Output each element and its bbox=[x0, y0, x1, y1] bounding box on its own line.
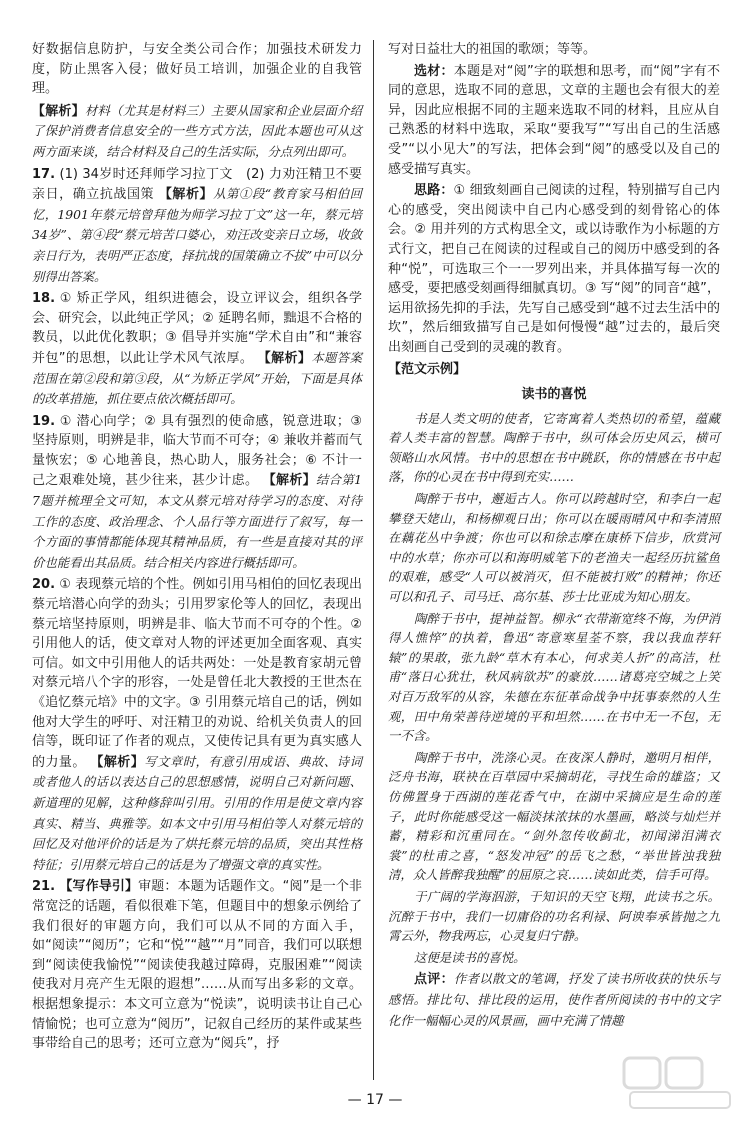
page-number: — 17 — bbox=[347, 1092, 403, 1108]
answer-16-continuation: 好数据信息防护，与安全类公司合作；加强技术研发力度，防止黑客入侵；做好员工培训，加强企业的自我管理。 bbox=[32, 42, 362, 97]
sample-essay-heading: 【范文示例】 bbox=[388, 361, 467, 377]
answer-16-analysis: 【解析】材料（尤其是材料三）主要从国家和企业层面介绍了保护消费者信息安全的一些方式方法，因此本题也可从这两方面来谈，结合材料及自己的生活实际，分点列出即可。 bbox=[32, 102, 362, 159]
left-column bbox=[32, 40, 362, 1056]
right-column bbox=[388, 40, 720, 1033]
material-selection: 选材：本题是对“阅”字的联想和思考，而“阅”字有不同的意思，选取不同的意思，文章的主题也会有很大的差异，因此应根据不同的主题来选取不同的材料，且应从自己熟悉的材料中选取，采取“要我写”“写出自己的生活感受”“以小见大”的写法，把体会到“阅”的感受以及自己的感受描写真实。 bbox=[388, 63, 720, 177]
essay-paragraph: 书是人类文明的使者，它寄寓着人类热切的希望，蕴藏着人类丰富的智慧。陶醉于书中，纵可体会历史风云，横可领略山水风情。书中的思想在书中跳跃，你的情感在书中起落，你的心灵在书中得到充实…… bbox=[388, 410, 720, 485]
essay-paragraph: 于广阔的学海泅游，于知识的天空飞翔，此读书之乐。沉醉于书中，我们一切庸俗的功名利禄、阿谀奉承皆抛之九霄云外，物我两忘，心灵复归宁静。 bbox=[388, 888, 720, 944]
essay-title: 读书的喜悦 bbox=[521, 387, 587, 403]
answer-17: 17. (1) 34岁时还拜师学习拉丁文 (2) 力劝汪精卫不要亲日，确立抗战国策 【解析】从第①段“教育家马相伯回忆，1901年蔡元培曾拜他为师学习拉丁文”这一年，蔡元培34岁”、第④段“蔡元培苦口婆心，劝汪改变亲日立场，收敛亲日行为，表明严正态度，择抗战的国策确立不拔”中可以分别得出答案。 bbox=[32, 166, 362, 284]
watermark-logo bbox=[620, 1052, 740, 1112]
answer-18: 18. ① 矫正学风，组织进德会，设立评议会，组织各学会、研究会，以此纯正学风；② 延聘名师，黜退不合格的教员，以此优化教职；③ 倡导并实施“学术自由”和“兼容并包”的思想，以此让学术风气浓厚。 【解析】本题答案范围在第②段和第③段，从“为矫正学风”开始，下面是具体的改革措施，抓住要点依次概括即可。 bbox=[32, 291, 362, 407]
answer-19: 19. ① 潜心向学；② 具有强烈的使命感，锐意进取；③ 坚持原则，明辨是非，临大节而不可夺；④ 兼收并蓄而气量恢宏；⑤ 心地善良，热心助人，服务社会；⑥ 不计一己之艰难处境，甚少往来，甚少计虑。 【解析】结合第17题并梳理全文可知，本文从蔡元培对待学习的态度、对待工作的态度、政治理念、个人品行等方面进行了叙写，每一个方面的事情都能体现其精神品质，有一些是直接对其的评价也能看出其品质。结合相关内容进行概括即可。 bbox=[32, 413, 362, 570]
essay-paragraph: 这便是读书的喜悦。 bbox=[414, 949, 526, 965]
commentary: 点评：作者以散文的笔调，抒发了读书所收获的快乐与感悟。排比句、排比段的运用，使作者所阅读的书中的文字化作一幅幅心灵的风景画，画中充满了情趣 bbox=[388, 971, 720, 1028]
essay-paragraph: 陶醉于书中，提神益智。柳永“衣带渐宽终不悔，为伊消得人憔悴”的执着，鲁迅“寄意寒星荃不察，我以我血荐轩辕”的果敢，张九龄“草木有本心，何求美人折”的高洁，杜甫“落日心犹壮，秋风病欲苏”的豪放……诸葛亮空城之上笑对百万敌军的从容，朱德在东征革命战争中抚事泰然的人生观，田中角荣善待逆境的平和坦然……在书中无一不包，无一不含。 bbox=[388, 610, 720, 744]
column-divider bbox=[373, 40, 374, 1080]
answer-21: 21. 【写作导引】审题：本题为话题作文。“阅”是一个非常宽泛的话题，看似很难下笔，但题目中的想象示例给了我们很好的审题方向，我们可以从不同的方面入手，如“阅读”“阅历”；它和“悦”“越”“月”同音，我们可以联想到“阅读使我愉悦”“阅读使我越过障碍，克服困难”“阅读使我对月亮产生无限的遐想”……从而写出多彩的文章。根据想象提示：本文可立意为“悦读”，说明读书让自己心情愉悦；也可立意为“阅历”，记叙自己经历的某件或某些事带给自己的思考；还可立意为“阅兵”，抒 bbox=[32, 879, 362, 1052]
answer-20: 20. ① 表现蔡元培的个性。例如引用马相伯的回忆表现出蔡元培潜心向学的劲头；引用罗家伦等人的回忆，表现出蔡元培坚持原则，明辨是非、临大节而不可夺的个性。② 引用他人的话，使文章对人物的评述更加全面客观、真实可信。如文中引用他人的话共两处：一处是教育家胡元曾对蔡元培八个字的形容，一处是曾任北大教授的王世杰在《追忆蔡元培》中的文字。③ 引用蔡元培自己的话，例如他对大学生的呼吁、对汪精卫的劝说、给机关负责人的回信等，既印证了作者的观点，又使传记具有更为真实感人的力量。 【解析】写文章时，有意引用成语、典故、诗词或者他人的话以表达自己的思想感情，说明自己对新问题、新道理的见解，这种修辞叫引用。引用的作用是使文章内容真实、精当、典雅等。如本文中引用马相伯等人对蔡元培的回忆及对他评价的话是为了烘托蔡元培的品质，突出其性格特征；引用蔡元培自己的话是为了增强文章的真实性。 bbox=[32, 577, 362, 872]
writing-approach: 思路：① 细致刻画自己阅读的过程，特别描写自己内心的感受，突出阅读中自己内心感受到的刻骨铭心的体会。② 用并列的方式构思全文，或以诗歌作为小标题的方式行文，把自己在阅读的过程或自己的阅历中感受到的各种“悦”，可选取三个一一罗列出来，并具体描写每一次的感受，要把感受刻画得细腻真切。③ 写“阅”的同音“越”，运用欲扬先抑的手法，先写自己感受到“越不过去生活中的坎”，然后细致描写自己是如何慢慢“越”过去的，最后突出刻画自己受到的灵魂的教育。 bbox=[388, 183, 720, 355]
answer-21-continuation: 写对日益壮大的祖国的歌颂；等等。 bbox=[388, 42, 597, 57]
essay-paragraph: 陶醉于书中，邂逅古人。你可以跨越时空，和李白一起攀登天姥山，和杨柳观日出；你可以在暖雨晴风中和李清照在藕花丛中争渡；你也可以和徐志摩在康桥下信步，欣赏河中的水草；你亦可以和海明威笔下的老渔夫一起经历抗鲨鱼的艰难，感受“人可以被消灭，但不能被打败”的精神；你还可以和孔子、司马迁、高尔基、莎士比亚成为知心朋友。 bbox=[388, 491, 720, 605]
essay-paragraph: 陶醉于书中，洗涤心灵。在夜深人静时，邀明月相伴，泛舟书海，联袂在百草园中采摘胡花，寻找生命的雄盗；又仿佛置身于西湖的莲花香气中，在湖中采摘应是生命的莲子，此时你能感受这一幅淡抹浓抹的水墨画，略淡与灿烂并蓄，精彩和沉重同在。“剑外忽传收蓟北，初闻涕泪满衣裳”的杜甫之喜，“怒发冲冠”的岳飞之愁，“举世皆浊我独清，众人皆醉我独醒”的屈原之哀……读如此类，信手可得。 bbox=[388, 749, 720, 883]
